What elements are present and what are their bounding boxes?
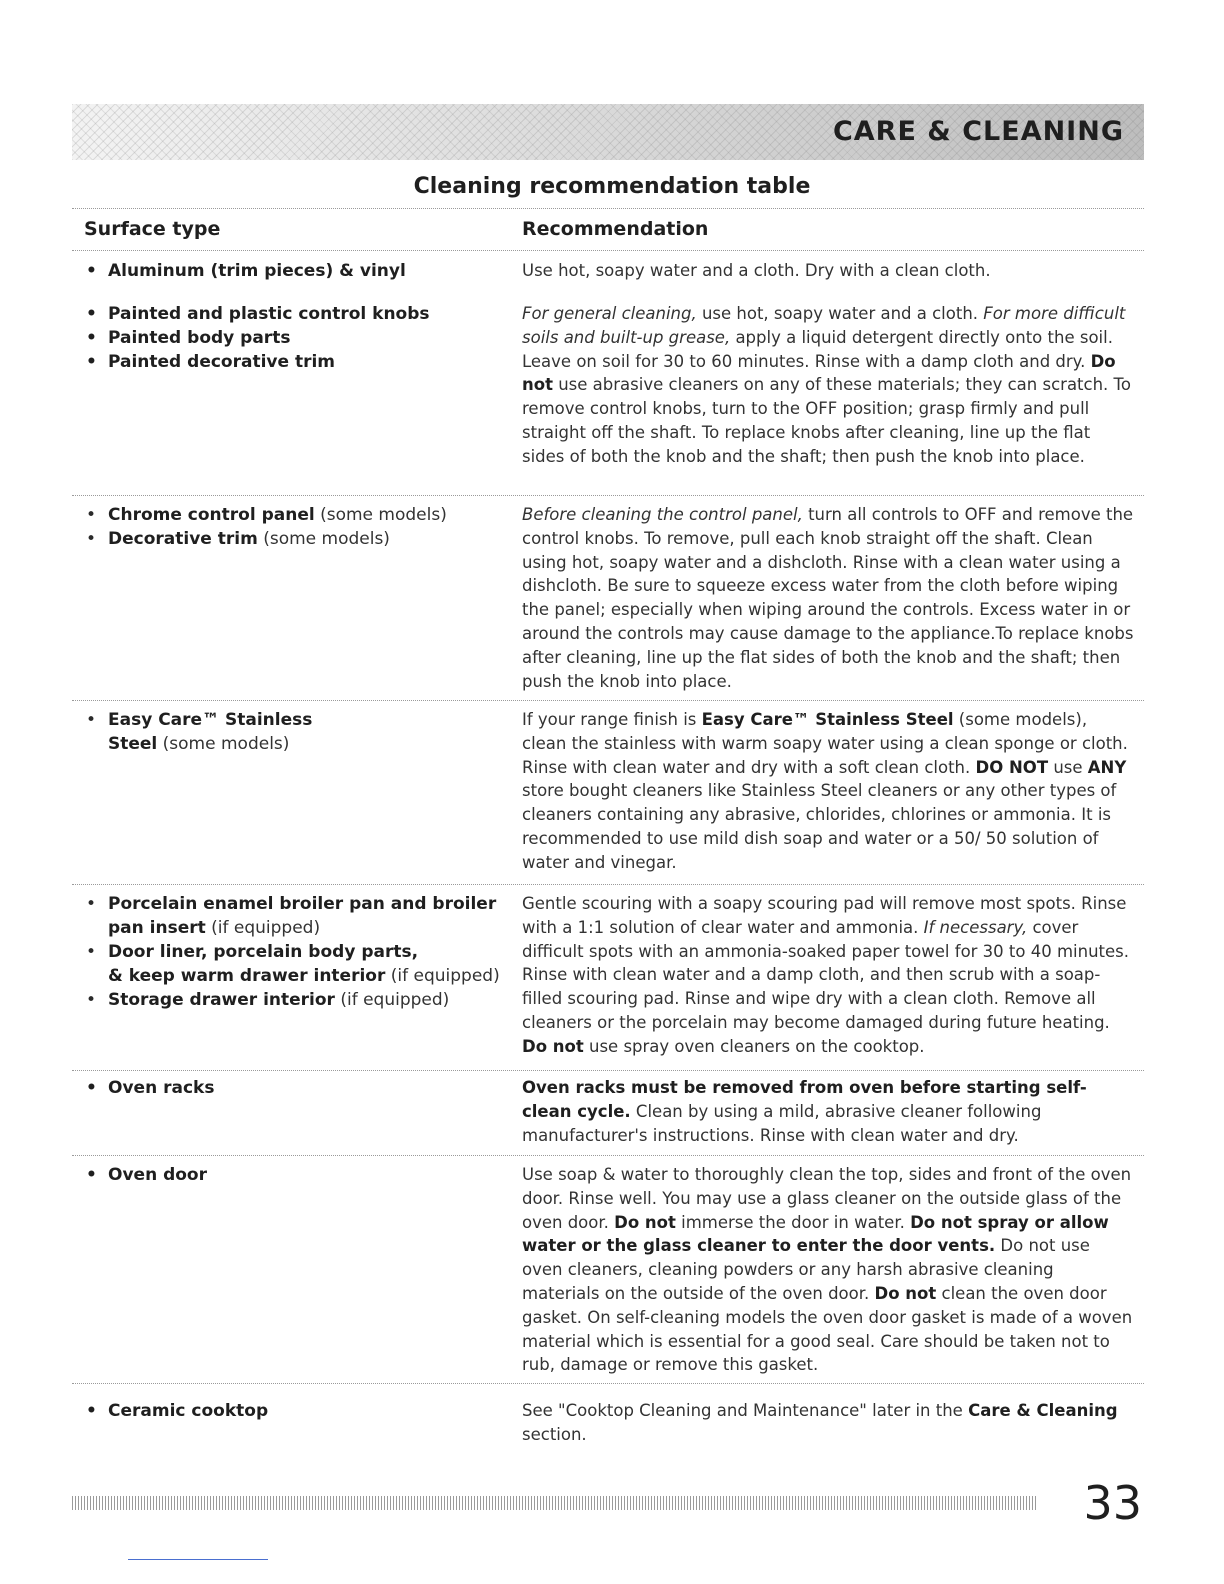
recommendation-cell bbox=[522, 708, 1134, 875]
surface-type-cell bbox=[84, 1163, 509, 1187]
divider bbox=[72, 208, 1144, 209]
table-title: Cleaning recommendation table bbox=[413, 174, 811, 199]
surface-type-cell bbox=[84, 1076, 509, 1100]
scan-artifact-line bbox=[128, 1559, 268, 1560]
footer-bar bbox=[72, 1496, 1036, 1510]
surface-item: • Chrome control panel (some models) bbox=[84, 503, 509, 527]
surface-type-cell bbox=[84, 503, 509, 551]
surface-item: • Painted and plastic control knobs bbox=[84, 302, 509, 326]
recommendation-text: Oven racks must be removed from oven before starting self-clean cycle. Clean by using a mild, abrasive cleaner following manufacturer's instructions. Rinse with clean water and dry. bbox=[522, 1078, 1087, 1145]
surface-item: • Door liner, porcelain body parts, & keep warm drawer interior (if equipped) bbox=[84, 940, 509, 988]
recommendation-cell bbox=[522, 302, 1134, 469]
page-number: 33 bbox=[1083, 1476, 1142, 1530]
surface-item: • Porcelain enamel broiler pan and broiler pan insert (if equipped) bbox=[84, 892, 509, 940]
divider bbox=[72, 700, 1144, 701]
recommendation-text: See "Cooktop Cleaning and Maintenance" later in the Care & Cleaning section. bbox=[522, 1401, 1118, 1444]
divider bbox=[72, 1383, 1144, 1384]
section-banner bbox=[72, 104, 1144, 160]
surface-item: • Storage drawer interior (if equipped) bbox=[84, 988, 509, 1012]
surface-item: • Oven door bbox=[84, 1163, 509, 1187]
recommendation-text: If your range finish is Easy Care™ Stainless Steel (some models), clean the stainless with warm soapy water using a clean sponge or cloth. Rinse with clean water and dry with a soft clean cloth. DO NOT use ANY store bought cleaners like Stainless Steel cleaners or any other types of cleaners containing any abrasive, chlorides, chlorines or ammonia. It is recommended to use mild dish soap and water or a 50/ 50 solution of water and vinegar. bbox=[522, 710, 1128, 872]
recommendation-text: Gentle scouring with a soapy scouring pad will remove most spots. Rinse with a 1:1 solution of clear water and ammonia. If necessary, cover difficult spots with an ammonia-soaked paper towel for 30 to 40 minutes. Rinse with clean water and a damp cloth, and then scrub with a soap-filled scouring pad. Rinse and wipe dry with a clean cloth. Remove all cleaners or the porcelain may become damaged during future heating. Do not use spray oven cleaners on the cooktop. bbox=[522, 894, 1130, 1056]
divider bbox=[72, 250, 1144, 251]
recommendation-text: Use hot, soapy water and a cloth. Dry with a clean cloth. bbox=[522, 261, 991, 280]
recommendation-cell bbox=[522, 1163, 1134, 1377]
surface-item: • Easy Care™ Stainless Steel (some models) bbox=[84, 708, 509, 756]
divider bbox=[72, 495, 1144, 496]
surface-item: • Ceramic cooktop bbox=[84, 1399, 509, 1423]
recommendation-cell bbox=[522, 1076, 1134, 1147]
surface-type-cell bbox=[84, 259, 509, 283]
recommendation-text: Use soap & water to thoroughly clean the top, sides and front of the oven door. Rinse well. You may use a glass cleaner on the outside glass of the oven door. Do not immerse the door in water. Do not spray or allow water or the glass cleaner to enter the door vents. Do not use oven cleaners, cleaning powders or any harsh abrasive cleaning materials on the outside of the oven door. Do not clean the oven door gasket. On self-cleaning models the oven door gasket is made of a woven material which is essential for a good seal. Care should be taken not to rub, damage or remove this gasket. bbox=[522, 1165, 1133, 1375]
recommendation-cell bbox=[522, 259, 1134, 283]
surface-item: • Painted decorative trim bbox=[84, 350, 509, 374]
section-title: CARE & CLEANING bbox=[832, 116, 1124, 147]
surface-item: • Oven racks bbox=[84, 1076, 509, 1100]
column-header-surface-type: Surface type bbox=[84, 218, 221, 240]
surface-item: • Painted body parts bbox=[84, 326, 509, 350]
surface-type-cell bbox=[84, 1399, 509, 1423]
recommendation-text: Before cleaning the control panel, turn all controls to OFF and remove the control knobs. To remove, pull each knob straight off the shaft. Clean using hot, soapy water and a dishcloth. Rinse with a clean water using a dishcloth. Be sure to squeeze excess water from the cloth before wiping the panel; especially when wiping around the controls. Excess water in or around the controls may cause damage to the appliance.To replace knobs after cleaning, line up the flat sides of both the knob and the shaft; then push the knob into place. bbox=[522, 505, 1134, 691]
divider bbox=[72, 884, 1144, 885]
surface-type-cell bbox=[84, 708, 509, 756]
surface-type-cell bbox=[84, 892, 509, 1012]
surface-item: • Decorative trim (some models) bbox=[84, 527, 509, 551]
recommendation-cell bbox=[522, 1399, 1134, 1447]
surface-item: • Aluminum (trim pieces) & vinyl bbox=[84, 259, 509, 283]
divider bbox=[72, 1155, 1144, 1156]
surface-type-cell bbox=[84, 302, 509, 374]
recommendation-text: For general cleaning, use hot, soapy water and a cloth. For more difficult soils and built-up grease, apply a liquid detergent directly onto the soil. Leave on soil for 30 to 60 minutes. Rinse with a damp cloth and dry. Do not use abrasive cleaners on any of these materials; they can scratch. To remove control knobs, turn to the OFF position; grasp firmly and pull straight off the shaft. To replace knobs after cleaning, line up the flat sides of both the knob and the shaft; then push the knob into place. bbox=[522, 304, 1131, 466]
recommendation-cell bbox=[522, 892, 1134, 1059]
column-header-recommendation: Recommendation bbox=[522, 218, 709, 240]
divider bbox=[72, 1070, 1144, 1071]
recommendation-cell bbox=[522, 503, 1134, 693]
